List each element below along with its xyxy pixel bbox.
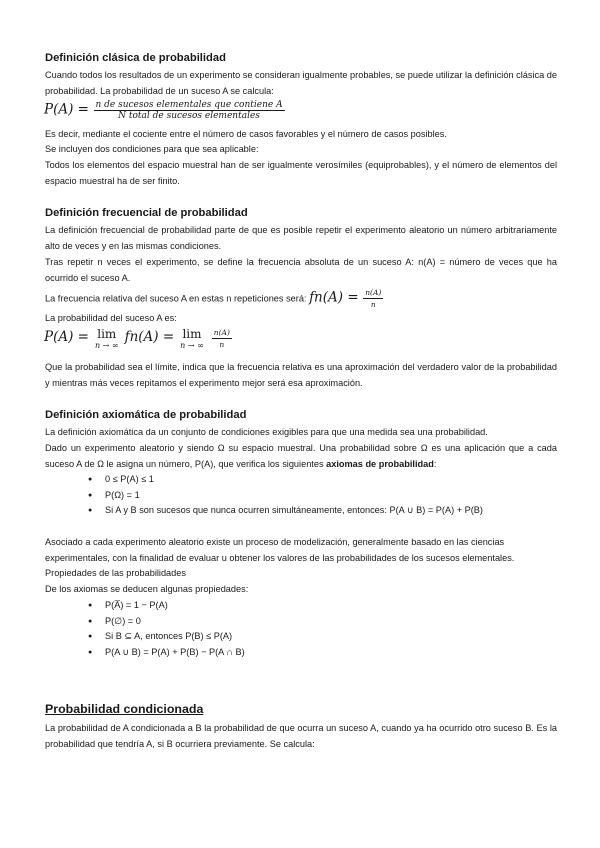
fn-lhs: fn(A) = bbox=[309, 289, 359, 306]
lim-sub: n → ∞ bbox=[180, 341, 204, 350]
paragraph: Tras repetir n veces el experimento, se define la frecuencia absoluta de un suceso A: n(A) = número de veces que ha ocurrido el suceso A. bbox=[45, 257, 557, 283]
frecuencia-relativa-line bbox=[45, 288, 557, 310]
paragraph: Todos los elementos del espacio muestral han de ser igualmente verosímiles (equiprobables), y el número de elementos del espacio muestral ha de ser finito. bbox=[45, 160, 557, 186]
limit-operator bbox=[180, 328, 204, 350]
text-run: Dado un experimento aleatorio y siendo Ω su espacio muestral. Una probabilidad sobre Ω es una aplicación que a cada suceso A de Ω le asigna un número, P(A), que verifica los siguientes bbox=[45, 443, 557, 469]
paragraph: La frecuencia relativa del suceso A en estas n repeticiones será: bbox=[45, 293, 307, 304]
fraction bbox=[94, 100, 285, 122]
fraction-numerator: n(A) bbox=[365, 288, 382, 297]
list-item: ● Si B ⊆ A, entonces P(B) ≤ P(A) bbox=[88, 629, 245, 645]
lim-word: lim bbox=[97, 327, 117, 341]
axioms-list bbox=[88, 472, 483, 519]
bold-term: axiomas de probabilidad bbox=[326, 458, 434, 469]
paragraph bbox=[45, 441, 557, 472]
fraction-numerator: n de sucesos elementales que contiene A bbox=[95, 100, 283, 110]
paragraph: La probabilidad del suceso A es: bbox=[45, 313, 177, 323]
paragraph: Que la probabilidad sea el límite, indica que la frecuencia relativa es una aproximación del verdadero valor de la probabilidad y mientras más veces repitamos el experimento mejor será esa aproximación. bbox=[45, 362, 557, 388]
list-item: ● P(A ∪ B) = P(A) + P(B) − P(A ∩ B) bbox=[88, 645, 245, 661]
text-run: : bbox=[433, 458, 437, 469]
limit-operator bbox=[95, 328, 119, 350]
list-item: ● P(∅) = 0 bbox=[88, 614, 245, 630]
section-title-frecuencial: Definición frecuencial de probabilidad bbox=[45, 207, 248, 219]
paragraph: La definición frecuencial de probabilidad parte de que es posible repetir el experimento aleatorio un número arbitrariamente alto de veces y en las mismas condiciones. bbox=[45, 225, 557, 251]
formula-lhs: P(A) = bbox=[44, 101, 89, 118]
section-title-clasica: Definición clásica de probabilidad bbox=[45, 52, 226, 64]
paragraph: Cuando todos los resultados de un experimento se consideran igualmente probables, se puede utilizar la definición clásica de probabilidad. La probabilidad de un suceso A se calcula: bbox=[45, 70, 557, 96]
section-title-axiomatica: Definición axiomática de probabilidad bbox=[45, 409, 247, 421]
fraction-denominator: n bbox=[370, 300, 376, 309]
paragraph: Asociado a cada experimento aleatorio existe un proceso de modelización, generalmente basado en las ciencias experimentales, con la finalidad de evaluar u obtener los valores de las probabilidades de los sucesos elementales. bbox=[45, 537, 515, 563]
list-item: ● Si A y B son sucesos que nunca ocurren simultáneamente, entonces: P(A ∪ B) = P(A) + P(B) bbox=[88, 503, 483, 519]
fraction-denominator: N total de sucesos elementales bbox=[118, 111, 260, 121]
lim-fn: fn(A) = bbox=[124, 329, 175, 345]
fraction bbox=[212, 328, 232, 350]
fraction-denominator: n bbox=[219, 340, 225, 349]
paragraph: Se incluyen dos condiciones para que sea aplicable: bbox=[45, 144, 259, 154]
list-item: ● 0 ≤ P(A) ≤ 1 bbox=[88, 472, 483, 488]
paragraph: De los axiomas se deducen algunas propiedades: bbox=[45, 584, 249, 594]
lim-sub: n → ∞ bbox=[94, 341, 119, 350]
fraction bbox=[363, 288, 383, 310]
paragraph: Es decir, mediante el cociente entre el número de casos favorables y el número de casos posibles. bbox=[45, 129, 447, 139]
paragraph: La definición axiomática da un conjunto de condiciones exigibles para que una medida sea una probabilidad. bbox=[45, 427, 488, 437]
lim-lhs: P(A) = bbox=[44, 329, 89, 345]
properties-list bbox=[88, 598, 245, 660]
list-item: ● P(A̅) = 1 − P(A) bbox=[88, 598, 245, 614]
lim-word: lim bbox=[182, 327, 202, 341]
formula-limite bbox=[44, 328, 234, 350]
paragraph: Propiedades de las probabilidades bbox=[45, 568, 186, 578]
paragraph: La probabilidad de A condicionada a B la probabilidad de que ocurra un suceso A, cuando ya ha ocurrido otro suceso B. Es la probabilidad que tendría A, si B ocurriera previamente. Se calcula: bbox=[45, 723, 557, 749]
formula-clasica bbox=[44, 100, 287, 122]
fraction-numerator: n(A) bbox=[213, 328, 230, 337]
section-title-condicionada: Probabilidad condicionada bbox=[45, 702, 204, 716]
list-item: ● P(Ω) = 1 bbox=[88, 488, 483, 504]
